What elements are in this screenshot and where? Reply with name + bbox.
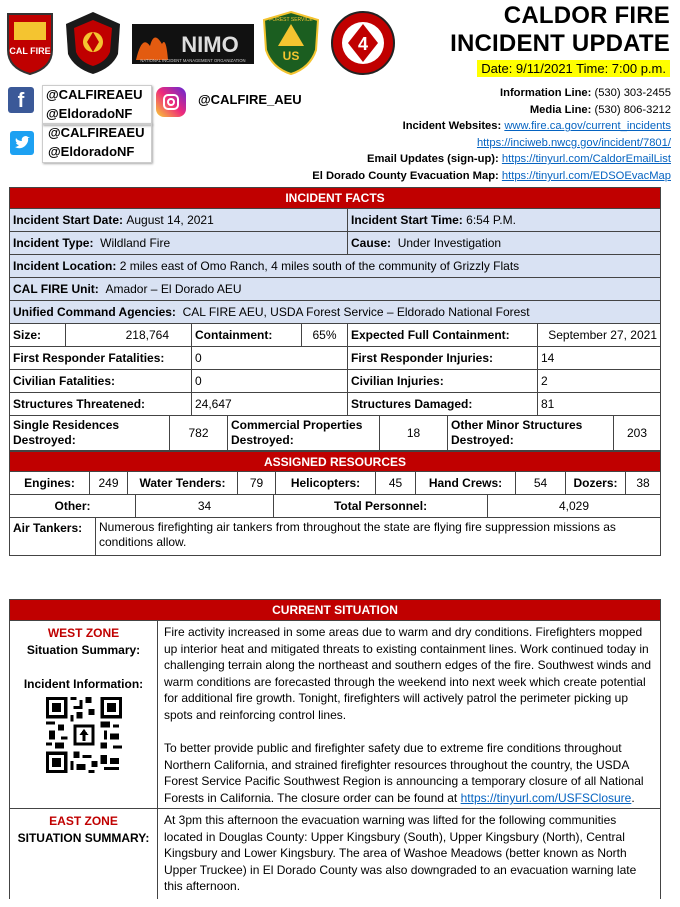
commercial-label-1: Commercial Properties — [231, 418, 363, 432]
civ-row — [10, 370, 660, 393]
size-label: Size: — [10, 324, 66, 346]
social-media — [8, 85, 308, 180]
commercial-value: 18 — [380, 416, 448, 450]
facebook-handle-1[interactable]: @CALFIREAEU — [46, 87, 143, 102]
websites-label: Incident Websites: — [402, 120, 502, 133]
hand-crews-value: 54 — [516, 472, 566, 494]
websites-line — [312, 118, 671, 135]
agency-logos — [4, 10, 424, 78]
start-time-label: Incident Start Time: — [351, 213, 463, 227]
facebook-icon[interactable]: f — [8, 87, 34, 113]
single-residences-value: 782 — [170, 416, 228, 450]
east-summary-paragraph: At 3pm this afternoon the evacuation warning was lifted for the following communities located in Douglas County: Upper Kingsbury (South), Upper Kingsbury (North), Central Kingsbury and Lower Kingsbury. The area of Washoe Meadows (better known as North Upper Truckee) in El Dorado County was also downgraded to an evacuation warning late this afternoon. — [164, 813, 637, 894]
incident-facts-table — [9, 187, 661, 556]
west-summary-label: Situation Summary: — [26, 643, 141, 657]
expected-containment-label: Expected Full Containment: — [348, 324, 538, 346]
cal-interagency-team4-logo — [330, 10, 396, 76]
single-residences-label — [10, 416, 170, 450]
info-line — [312, 85, 671, 102]
email-updates-label: Email Updates (sign-up): — [366, 153, 499, 166]
east-summary-label: SITUATION SUMMARY: — [17, 831, 150, 845]
location-row — [10, 255, 660, 278]
cal-fire-logo-text: CAL FIRE — [9, 46, 51, 56]
fr-fatalities-label: First Responder Fatalities: — [10, 347, 192, 369]
fr-injuries-value: 14 — [541, 351, 555, 365]
threatened-value: 24,647 — [192, 393, 348, 415]
air-tankers-value: Numerous firefighting air tankers from throughout the state are flying fire suppression missions as conditions allow. — [99, 520, 616, 549]
total-personnel-value: 4,029 — [558, 499, 590, 513]
dozers-label: Dozers: — [566, 472, 626, 494]
qr-code-icon[interactable] — [46, 697, 122, 773]
media-line-label: Media Line: — [529, 103, 592, 116]
incident-facts-heading: INCIDENT FACTS — [10, 188, 660, 209]
fr-fatalities-value: 0 — [192, 347, 348, 369]
unified-row — [10, 301, 660, 324]
air-tankers-row — [10, 518, 660, 555]
cause-value: Under Investigation — [397, 236, 502, 250]
west-zone-text — [158, 621, 660, 808]
commercial-label — [228, 416, 380, 450]
west-zone-row — [10, 621, 660, 809]
minor-structures-label-2: Destroyed: — [451, 433, 514, 447]
title-line-1: CALDOR FIRE — [503, 2, 670, 29]
resources-row-1 — [10, 472, 660, 495]
type-row — [10, 232, 660, 255]
instagram-handle[interactable]: @CALFIRE_AEU — [198, 92, 302, 107]
inciweb-link[interactable]: https://inciweb.nwcg.gov/incident/7801/ — [476, 136, 671, 149]
twitter-handle-2[interactable]: @EldoradoNF — [48, 144, 135, 159]
media-line — [312, 102, 671, 119]
other-value: 34 — [136, 495, 274, 517]
air-tankers-label: Air Tankers: — [10, 518, 96, 555]
svg-text:US: US — [282, 49, 300, 63]
west-zone-cell — [10, 621, 158, 808]
start-date-value: August 14, 2021 — [126, 213, 214, 227]
containment-value: 65% — [302, 324, 348, 346]
media-line-value: (530) 806-3212 — [594, 103, 671, 116]
nimo-logo — [132, 24, 254, 64]
cause-label: Cause: — [351, 236, 392, 250]
size-row — [10, 324, 660, 347]
date-time: Date: 9/11/2021 Time: 7:00 p.m. — [477, 60, 670, 77]
dozers-value: 38 — [636, 476, 650, 490]
unit-row — [10, 278, 660, 301]
west-summary-paragraph: Fire activity increased in some areas due to warm and dry conditions. Firefighters mopped up interior heat and mitigated threats to existing containment lines. Work continued today in challenging terrain along the northeast and southern edges of the fire. Southwest winds and warm conditions are forecasted through the weekend into next week which create potential for additional fire growth. Tonight, firefighters will actively patrol the perimeter picking up spots and reinforcing control lines. — [164, 625, 651, 722]
resources-row-2 — [10, 495, 660, 518]
info-line-value: (530) 303-2455 — [594, 87, 671, 99]
single-residences-label-1: Single Residences — [13, 418, 120, 432]
start-row — [10, 209, 660, 232]
location-label: Incident Location: — [13, 259, 117, 273]
cal-fire-unit-value: Amador – El Dorado AEU — [105, 282, 242, 296]
engines-label: Engines: — [10, 472, 90, 494]
hand-crews-label: Hand Crews: — [416, 472, 516, 494]
forest-service-logo — [260, 10, 322, 76]
containment-label: Containment: — [192, 324, 302, 346]
assigned-resources-heading: ASSIGNED RESOURCES — [10, 451, 660, 472]
title-line-2: INCIDENT UPDATE — [450, 30, 670, 57]
damaged-label: Structures Damaged: — [348, 393, 538, 415]
forest-service-logo-text: FOREST SERVICE — [269, 17, 313, 23]
closure-paragraph-text: To better provide public and firefighter safety due to extreme fire conditions throughout Northern California, and strained firefighter resources throughout the country, the USDA Forest Service Pacific Southwest Region is announcing a temporary closure of all National Forests in California. The closure order can be found at — [164, 741, 644, 805]
west-info-label: Incident Information: — [23, 677, 144, 691]
start-time-value: 6:54 P.M. — [466, 213, 516, 227]
fr-row — [10, 347, 660, 370]
damaged-value: 81 — [541, 397, 555, 411]
unified-command-label: Unified Command Agencies: — [13, 305, 176, 319]
start-date-label: Incident Start Date: — [13, 213, 124, 227]
commercial-label-2: Destroyed: — [231, 433, 294, 447]
cal-fire-logo — [4, 10, 56, 76]
closure-paragraph: To better provide public and firefighter safety due to extreme fire conditions throughout Northern California, and strained firefighter resources throughout the country, the USDA Forest Service Pacific Southwest Region is announcing a temporary closure of all National Forests in California. The closure order can be found at https://tinyurl.com/USFSClosure. — [164, 741, 644, 805]
cal-fire-unit-label: CAL FIRE Unit: — [13, 282, 99, 296]
helicopters-label: Helicopters: — [276, 472, 376, 494]
cal-fire-incidents-link[interactable]: www.fire.ca.gov/current_incidents — [504, 120, 671, 133]
nimo-logo-text: NIMO — [181, 32, 239, 57]
team4-logo-text: 4 — [357, 34, 369, 54]
minor-structures-label-1: Other Minor Structures — [451, 418, 583, 432]
usfs-closure-link[interactable]: https://tinyurl.com/USFSClosure — [460, 790, 632, 805]
email-signup-link[interactable]: https://tinyurl.com/CaldorEmailList — [501, 153, 671, 166]
civ-injuries-value: 2 — [541, 374, 548, 388]
threatened-label: Structures Threatened: — [10, 393, 192, 415]
east-zone-row — [10, 809, 660, 899]
civ-fatalities-label: Civilian Fatalities: — [10, 370, 192, 392]
water-tenders-label: Water Tenders: — [128, 472, 238, 494]
unified-command-value: CAL FIRE AEU, USDA Forest Service – Eldorado National Forest — [182, 305, 530, 319]
west-zone-title: WEST ZONE — [47, 626, 120, 640]
east-zone-cell — [10, 809, 158, 899]
incident-type-label: Incident Type: — [13, 236, 94, 250]
incident-type-value: Wildland Fire — [100, 236, 171, 250]
evac-map-label: El Dorado County Evacuation Map: — [312, 169, 499, 182]
current-situation-heading: CURRENT SITUATION — [10, 600, 660, 621]
destroyed-row — [10, 416, 660, 451]
structures-row — [10, 393, 660, 416]
evac-map-link[interactable]: https://tinyurl.com/EDSOEvacMap — [501, 169, 671, 182]
info-line-label: Information Line: — [500, 87, 592, 99]
location-value: 2 miles east of Omo Ranch, 4 miles south of the community of Grizzly Flats — [119, 259, 520, 273]
east-zone-title: EAST ZONE — [49, 814, 118, 828]
facebook-handle-2[interactable]: @EldoradoNF — [46, 106, 133, 121]
instagram-icon[interactable] — [156, 87, 186, 117]
twitter-handle-1[interactable]: @CALFIREAEU — [48, 125, 145, 140]
email-updates-line — [312, 151, 671, 168]
single-residences-label-2: Destroyed: — [13, 433, 76, 447]
title-block — [450, 2, 670, 77]
minor-structures-label — [448, 416, 614, 450]
engines-value: 249 — [90, 472, 128, 494]
other-label: Other: — [10, 495, 136, 517]
water-tenders-value: 79 — [238, 472, 276, 494]
size-value: 218,764 — [66, 324, 192, 346]
nimo-logo-subtext: NATIONAL INCIDENT MANAGEMENT ORGANIZATION — [140, 58, 246, 63]
fr-injuries-label: First Responder Injuries: — [348, 347, 538, 369]
minor-structures-value: 203 — [626, 426, 648, 440]
civ-fatalities-value: 0 — [192, 370, 348, 392]
helicopters-value: 45 — [376, 472, 416, 494]
evac-map-line — [312, 168, 671, 185]
current-situation-table — [9, 599, 661, 899]
contact-info — [312, 85, 671, 185]
expected-containment-value: September 27, 2021 — [548, 328, 657, 342]
amador-eldorado-unit-logo — [62, 10, 124, 76]
twitter-icon[interactable] — [10, 131, 34, 155]
civ-injuries-label: Civilian Injuries: — [348, 370, 538, 392]
total-personnel-label: Total Personnel: — [274, 495, 488, 517]
east-zone-text — [158, 809, 660, 899]
